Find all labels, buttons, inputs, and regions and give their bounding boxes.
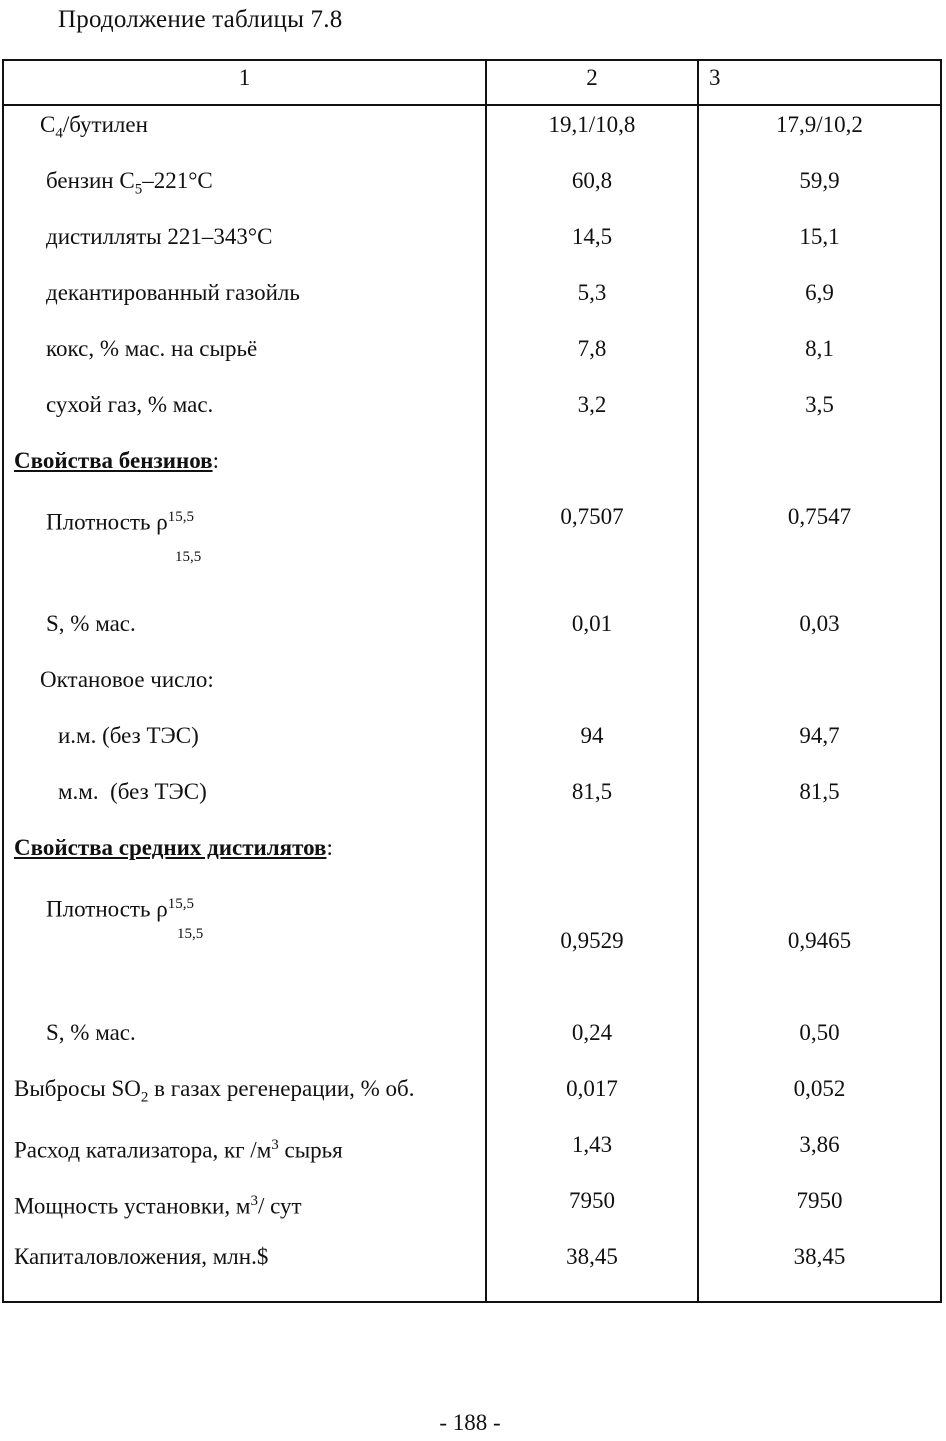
row-label: S, % мас. [3, 1014, 486, 1070]
table-row [3, 773, 941, 829]
row-value-col3: 0,50 [698, 1014, 941, 1070]
row-label: м.м. (без ТЭС) [3, 773, 486, 829]
row-label: Октановое число: [3, 661, 486, 717]
empty-cell [486, 661, 698, 717]
row-label: S, % мас. [3, 605, 486, 661]
row-value-col2: 7,8 [486, 330, 698, 386]
table-row [3, 1014, 941, 1070]
table-row [3, 218, 941, 274]
row-label: кокс, % мас. на сырьё [3, 330, 486, 386]
row-value-col3: 7950 [698, 1182, 941, 1238]
empty-cell [698, 661, 941, 717]
row-label: Выбросы $SO_2$ в газах регенерации, % об. [3, 1070, 486, 1126]
row-value-col2: 38,45 [486, 1238, 698, 1302]
row-value-col3: 6,9 [698, 274, 941, 330]
density-subscript: 15,5 [175, 549, 202, 565]
table-header-row [3, 60, 941, 105]
row-label: Расход катализатора, кг $/м^3$ сырья [3, 1126, 486, 1182]
table-row [3, 1070, 941, 1126]
row-label: сухой газ, % мас. [3, 386, 486, 442]
row-value-col3: 0,052 [698, 1070, 941, 1126]
empty-cell [486, 829, 698, 885]
row-value-col2: 5,3 [486, 274, 698, 330]
row-value-col2: 14,5 [486, 218, 698, 274]
column-header-3: 3 [698, 60, 941, 105]
table-row [3, 330, 941, 386]
row-label: и.м. (без ТЭС) [3, 717, 486, 773]
row-label: Мощность установки, $м^3/$ сут [3, 1182, 486, 1238]
section-row [3, 442, 941, 498]
row-label: декантированный газойль [3, 274, 486, 330]
row-value-col2: 81,5 [486, 773, 698, 829]
row-value-col3: 59,9 [698, 162, 941, 218]
row-value-col3: 15,1 [698, 218, 941, 274]
row-label: Плотность $\rho^{15,5}$ 15,5 [3, 498, 486, 605]
row-value-col2: 7950 [486, 1182, 698, 1238]
row-value-col2: 0,7507 [486, 498, 698, 605]
row-label: дистилляты 221–343°C [3, 218, 486, 274]
row-value-col2: 0,017 [486, 1070, 698, 1126]
row-value-col2: 0,9529 [486, 885, 698, 1014]
data-table [2, 59, 942, 1303]
row-label: $C_4$/бутилен [3, 105, 486, 162]
table-row [3, 885, 941, 1014]
table-row [3, 1238, 941, 1302]
table-row [3, 162, 941, 218]
table-row [3, 661, 941, 717]
row-value-col3: 0,7547 [698, 498, 941, 605]
row-value-col3: 8,1 [698, 330, 941, 386]
section-heading-gasoline: Свойства бензинов: [3, 442, 486, 498]
column-header-2: 2 [486, 60, 698, 105]
row-label: бензин $C_5-221^\circ C$ [3, 162, 486, 218]
section-row [3, 829, 941, 885]
density-subscript: 15,5 [177, 926, 204, 942]
empty-cell [698, 442, 941, 498]
row-value-col3: 81,5 [698, 773, 941, 829]
table-row [3, 1126, 941, 1182]
row-value-col3: 0,9465 [698, 885, 941, 1014]
row-value-col2: 3,2 [486, 386, 698, 442]
table-row [3, 274, 941, 330]
row-label: Капиталовложения, млн.$ [3, 1238, 486, 1302]
table-row [3, 386, 941, 442]
empty-cell [698, 829, 941, 885]
row-value-col3: 38,45 [698, 1238, 941, 1302]
row-value-col3: 94,7 [698, 717, 941, 773]
row-value-col3: 0,03 [698, 605, 941, 661]
page-number: - 188 - [439, 1410, 501, 1435]
row-value-col2: 94 [486, 717, 698, 773]
column-header-1: 1 [3, 60, 486, 105]
row-value-col3: 3,5 [698, 386, 941, 442]
table-row [3, 105, 941, 162]
row-value-col2: 60,8 [486, 162, 698, 218]
row-value-col2: 19,1/10,8 [486, 105, 698, 162]
row-value-col2: 0,24 [486, 1014, 698, 1070]
table-row [3, 717, 941, 773]
row-value-col2: 1,43 [486, 1126, 698, 1182]
row-label: Плотность $\rho^{15,5}$ 15,5 [3, 885, 486, 1014]
empty-cell [486, 442, 698, 498]
table-caption: Продолжение таблицы 7.8 [58, 6, 343, 33]
table-row [3, 498, 941, 605]
table-row [3, 1182, 941, 1238]
row-value-col3: 3,86 [698, 1126, 941, 1182]
section-heading-middle-distillates: Свойства средних дистилятов: [3, 829, 486, 885]
row-value-col3: 17,9/10,2 [698, 105, 941, 162]
row-value-col2: 0,01 [486, 605, 698, 661]
table-row [3, 605, 941, 661]
